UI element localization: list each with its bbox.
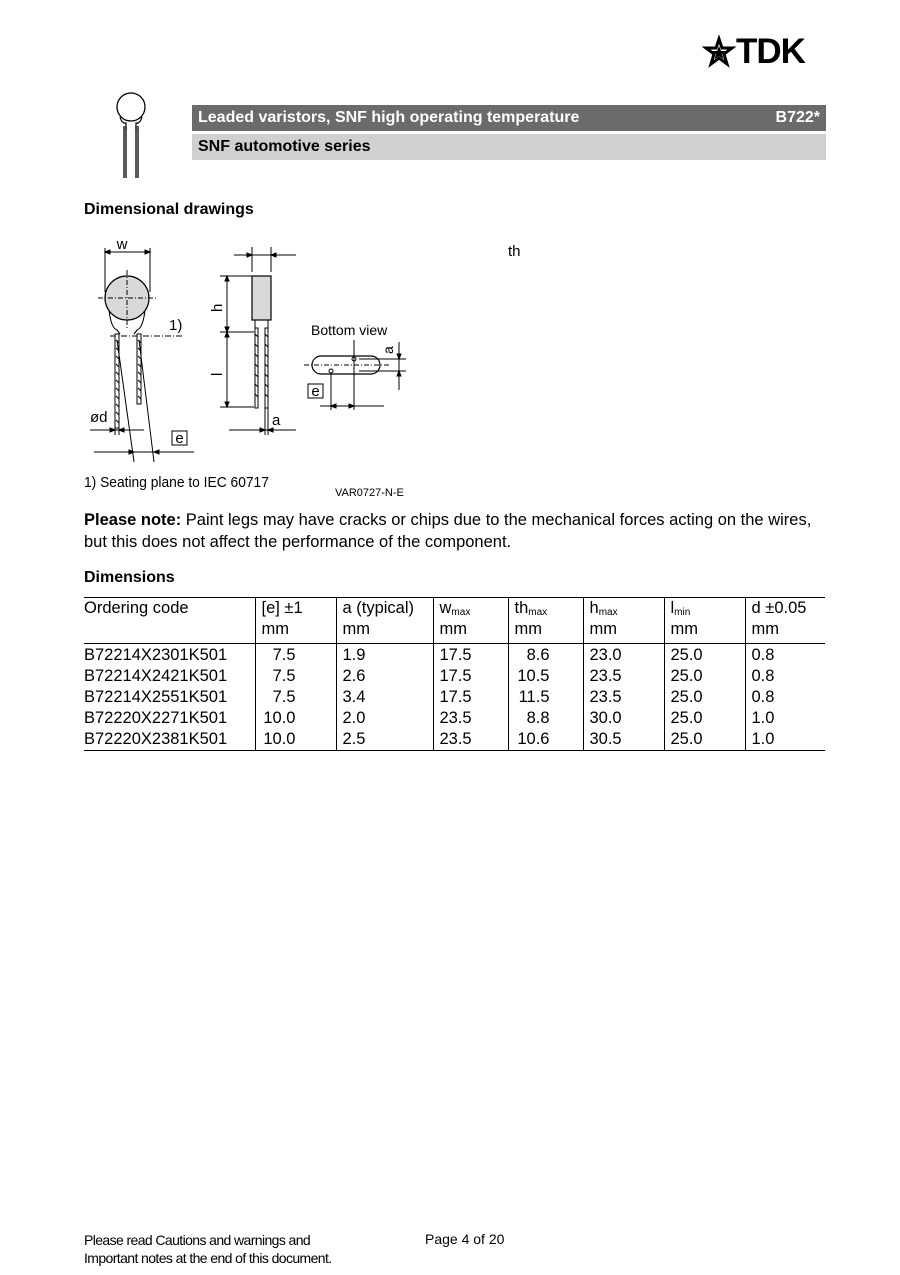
ordering-code-cell: B72214X2551K501 xyxy=(84,688,228,706)
unit-cell: mm xyxy=(745,620,825,644)
table-cell: 25.0 xyxy=(664,687,745,708)
table-cell: 10.0 xyxy=(255,708,336,729)
unit-cell: mm xyxy=(664,620,745,644)
series-subtitle: SNF automotive series xyxy=(198,138,371,155)
cautions-notice: Please read Cautions and warnings and Important notes at the end of this document. xyxy=(84,1232,332,1266)
table-cell: 23.5 xyxy=(433,708,508,729)
dimensions-heading: Dimensions xyxy=(84,569,175,586)
drawings-heading: Dimensional drawings xyxy=(84,201,254,218)
a-bottom-label: a xyxy=(380,346,396,354)
col-ordering-code: Ordering code xyxy=(84,598,255,621)
ordering-code-cell: B72220X2271K501 xyxy=(84,709,228,727)
col-d: d ±0.05 xyxy=(745,598,825,621)
table-row xyxy=(84,666,825,687)
table-cell: 23.5 xyxy=(583,687,664,708)
a-label: a xyxy=(272,412,281,429)
tdk-logo xyxy=(704,32,828,71)
unit-cell: mm xyxy=(583,620,664,644)
col-a: a (typical) xyxy=(336,598,433,621)
table-cell: 0.8 xyxy=(745,666,825,687)
side-view xyxy=(220,247,296,435)
table-row xyxy=(84,687,825,708)
table-cell: 17.5 xyxy=(433,644,508,667)
table-cell: 10.6 xyxy=(508,729,583,751)
col-e: [e] ±1 xyxy=(255,598,336,621)
unit-cell: mm xyxy=(255,620,336,644)
table-cell: 10.0 xyxy=(255,729,336,751)
table-cell: 25.0 xyxy=(664,666,745,687)
table-cell: 30.5 xyxy=(583,729,664,751)
table-cell: 1.0 xyxy=(745,729,825,751)
note-text: Paint legs may have cracks or chips due to the mechanical forces acting on the wires, but this does not affect the performance of the component. xyxy=(84,511,812,551)
table-cell: 0.8 xyxy=(745,644,825,667)
unit-cell: mm xyxy=(433,620,508,644)
table-cell: 11.5 xyxy=(508,687,583,708)
unit-cell: mm xyxy=(508,620,583,644)
ordering-code-cell: B72214X2421K501 xyxy=(84,667,228,685)
th-label: th xyxy=(508,243,521,260)
document-title: Leaded varistors, SNF high operating temperature xyxy=(198,109,580,126)
col-th: $th_{max}$ xyxy=(508,598,583,621)
ordering-code-cell: B72214X2301K501 xyxy=(84,646,228,664)
please-note xyxy=(84,509,814,553)
table-cell: 17.5 xyxy=(433,666,508,687)
table-cell: 7.5 xyxy=(255,644,336,667)
table-cell: 7.5 xyxy=(255,666,336,687)
title-bar xyxy=(192,105,826,131)
varistor-icon xyxy=(108,90,152,180)
table-cell: 25.0 xyxy=(664,644,745,667)
dimensions-table xyxy=(84,597,825,751)
unit-row xyxy=(84,620,825,644)
table-row xyxy=(84,729,825,751)
table-cell: 3.4 xyxy=(336,687,433,708)
unit-cell: mm xyxy=(336,620,433,644)
subtitle-bar xyxy=(192,134,826,160)
note-label: Please note: xyxy=(84,511,182,529)
e-label: e xyxy=(175,430,184,447)
figure-code: VAR0727-N-E xyxy=(335,487,404,499)
bottom-view-label: Bottom view xyxy=(311,322,388,338)
note-ref-label: 1) xyxy=(169,317,183,334)
col-h: $h_{max}$ xyxy=(583,598,664,621)
page-number: Page 4 of 20 xyxy=(425,1231,505,1247)
product-code: B722* xyxy=(775,109,820,126)
h-label: h xyxy=(209,303,226,312)
table-row xyxy=(84,708,825,729)
logo-text: TDK xyxy=(736,32,805,71)
table-cell: 2.0 xyxy=(336,708,433,729)
table-cell: 8.8 xyxy=(508,708,583,729)
table-cell: 2.5 xyxy=(336,729,433,751)
header-row xyxy=(84,598,825,621)
table-cell: 8.6 xyxy=(508,644,583,667)
table-cell: 17.5 xyxy=(433,687,508,708)
table-cell: 23.0 xyxy=(583,644,664,667)
seating-plane-footnote: 1) Seating plane to IEC 60717 xyxy=(84,474,269,491)
l-label: l xyxy=(209,372,226,376)
table-cell: 23.5 xyxy=(583,666,664,687)
col-l: $l_{min}$ xyxy=(664,598,745,621)
col-w: $w_{max}$ xyxy=(433,598,508,621)
table-cell: 30.0 xyxy=(583,708,664,729)
table-cell: 25.0 xyxy=(664,708,745,729)
tdk-logo-icon xyxy=(704,38,734,68)
dimensional-drawing xyxy=(84,230,521,500)
d-label: ød xyxy=(90,409,108,426)
table-cell: 7.5 xyxy=(255,687,336,708)
ordering-code-cell: B72220X2381K501 xyxy=(84,729,255,751)
table-cell: 25.0 xyxy=(664,729,745,751)
w-label: w xyxy=(116,236,128,253)
table-cell: 10.5 xyxy=(508,666,583,687)
table-cell: 1.0 xyxy=(745,708,825,729)
table-cell: 2.6 xyxy=(336,666,433,687)
table-cell: 23.5 xyxy=(433,729,508,751)
table-row xyxy=(84,644,825,667)
table-cell: 0.8 xyxy=(745,687,825,708)
e-bottom-label: e xyxy=(311,383,320,400)
table-cell: 1.9 xyxy=(336,644,433,667)
